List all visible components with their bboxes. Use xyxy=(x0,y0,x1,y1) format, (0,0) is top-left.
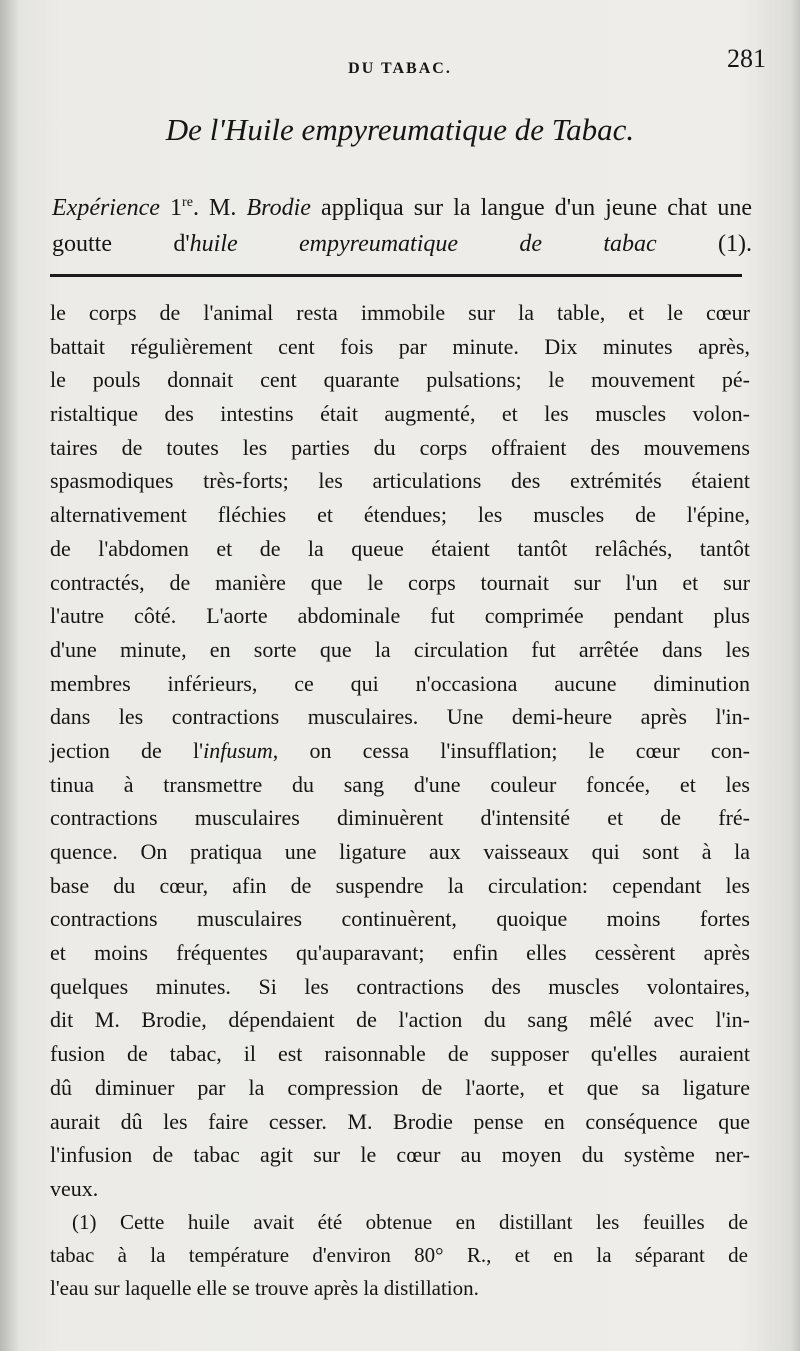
experiment-text-a: . M. xyxy=(192,195,247,221)
text-line: spasmodiques très-forts; les articulations des extrémités étaient xyxy=(50,468,750,494)
experiment-ordinal: 1 xyxy=(170,195,183,221)
text-line: quelques minutes. Si les contractions des muscles volontaires, xyxy=(50,973,750,999)
footnote-line: (1) Cette huile avait été obtenue en distillant les feuilles de xyxy=(72,1210,748,1234)
section-title: De l'Huile empyreumatique de Tabac. xyxy=(165,112,635,147)
text-line: contractions musculaires diminuèrent d'intensité et de fré- xyxy=(50,805,750,831)
text-line: dû diminuer par la compression de l'aorte, et que sa ligature xyxy=(50,1074,750,1100)
text-line: de l'abdomen et de la queue étaient tantôt relâchés, tantôt xyxy=(50,535,750,561)
text-segment: , on cessa l'insufflation; le cœur con- xyxy=(272,737,750,763)
experiment-label: Expérience xyxy=(52,195,160,221)
text-line: membres inférieurs, ce qui n'occasiona aucune diminution xyxy=(50,670,750,696)
text-line: et moins fréquentes qu'auparavant; enfin elles cessèrent après xyxy=(50,940,750,966)
text-line: le corps de l'animal resta immobile sur la table, et le cœur xyxy=(50,300,750,325)
footnote-line: tabac à la température d'environ 80° R., et en la séparant de xyxy=(50,1243,748,1267)
experiment-substance: huile empyreumatique de tabac xyxy=(189,231,657,257)
text-line: le pouls donnait cent quarante pulsations; le mouvement pé- xyxy=(50,367,750,393)
body-paragraph xyxy=(50,296,750,1206)
separator-rule xyxy=(50,274,742,277)
experiment-author: Brodie xyxy=(246,195,311,221)
text-line: contractions musculaires continuèrent, quoique moins fortes xyxy=(50,906,750,932)
footnote-line: l'eau sur laquelle elle se trouve après la distillation. xyxy=(50,1276,479,1300)
text-line: fusion de tabac, il est raisonnable de supposer qu'elles auraient xyxy=(50,1041,750,1067)
experiment-text-c: (1). xyxy=(656,231,753,257)
text-line: tinua à transmettre du sang d'une couleur foncée, et les xyxy=(50,771,750,797)
text-line: d'une minute, en sorte que la circulation fut arrêtée dans les xyxy=(50,636,750,662)
text-line: dans les contractions musculaires. Une demi-heure après l'in- xyxy=(50,704,750,730)
footnote xyxy=(50,1206,748,1305)
text-line: alternativement fléchies et étendues; les muscles de l'épine, xyxy=(50,502,750,528)
experiment-ordinal-suffix: re xyxy=(182,195,193,210)
text-line: l'infusion de tabac agit sur le cœur au moyen du système ner- xyxy=(50,1142,750,1168)
text-segment: jection de l' xyxy=(50,737,204,763)
text-line: veux. xyxy=(50,1175,99,1201)
running-head: DU TABAC. xyxy=(348,60,452,77)
text-line: contractés, de manière que le corps tournait sur l'un et sur xyxy=(50,569,750,595)
text-line: aurait dû les faire cesser. M. Brodie pense en conséquence que xyxy=(50,1108,750,1134)
text-line xyxy=(50,734,750,768)
page-number: 281 xyxy=(727,44,766,73)
text-line: taires de toutes les parties du corps offraient des mouvemens xyxy=(50,434,750,460)
text-line: ristaltique des intestins était augmenté, et les muscles volon- xyxy=(50,401,750,427)
text-line: dit M. Brodie, dépendaient de l'action du sang mêlé avec l'in- xyxy=(50,1007,750,1033)
experiment-text-b: appliqua sur la langue d'un jeune chat une goutte d' xyxy=(52,195,752,257)
text-line: l'autre côté. L'aorte abdominale fut comprimée pendant plus xyxy=(50,603,750,629)
experiment-heading xyxy=(52,185,752,262)
text-line: base du cœur, afin de suspendre la circulation: cependant les xyxy=(50,872,750,898)
text-line: quence. On pratiqua une ligature aux vaisseaux qui sont à la xyxy=(50,839,750,864)
italic-term: infusum xyxy=(203,737,273,763)
text-line: battait régulièrement cent fois par minute. Dix minutes après, xyxy=(50,333,750,359)
